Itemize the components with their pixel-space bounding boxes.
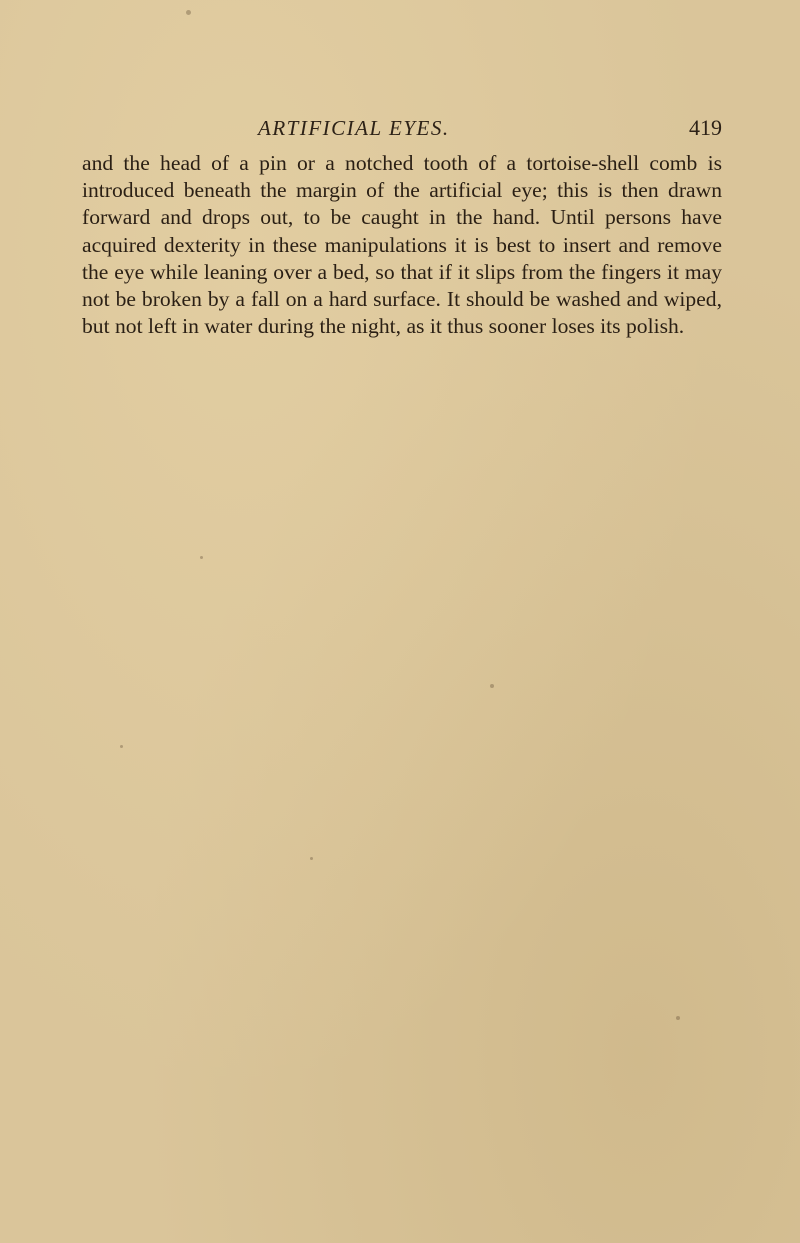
- paper-speck: [200, 556, 203, 559]
- paper-speck: [490, 684, 494, 688]
- paper-speck: [120, 745, 123, 748]
- paper-speck: [310, 857, 313, 860]
- body-paragraph: and the head of a pin or a notched tooth of a tortoise-shell comb is introduced beneath the margin of the artificial eye; this is then drawn forward and drops out, to be caught in the hand. Until persons have acquired dexterity in these manipulations it is best to insert and remove the eye while leaning over a bed, so that if it slips from the fingers it may not be broken by a fall on a hard surface. It should be washed and wiped, but not left in water during the night, as it thus sooner loses its polish.: [82, 151, 722, 339]
- paper-speck: [676, 1016, 680, 1020]
- running-head: [82, 112, 722, 144]
- running-title: ARTIFICIAL EYES.: [258, 116, 450, 140]
- paper-speck: [186, 10, 191, 15]
- page-number: 419: [689, 115, 722, 140]
